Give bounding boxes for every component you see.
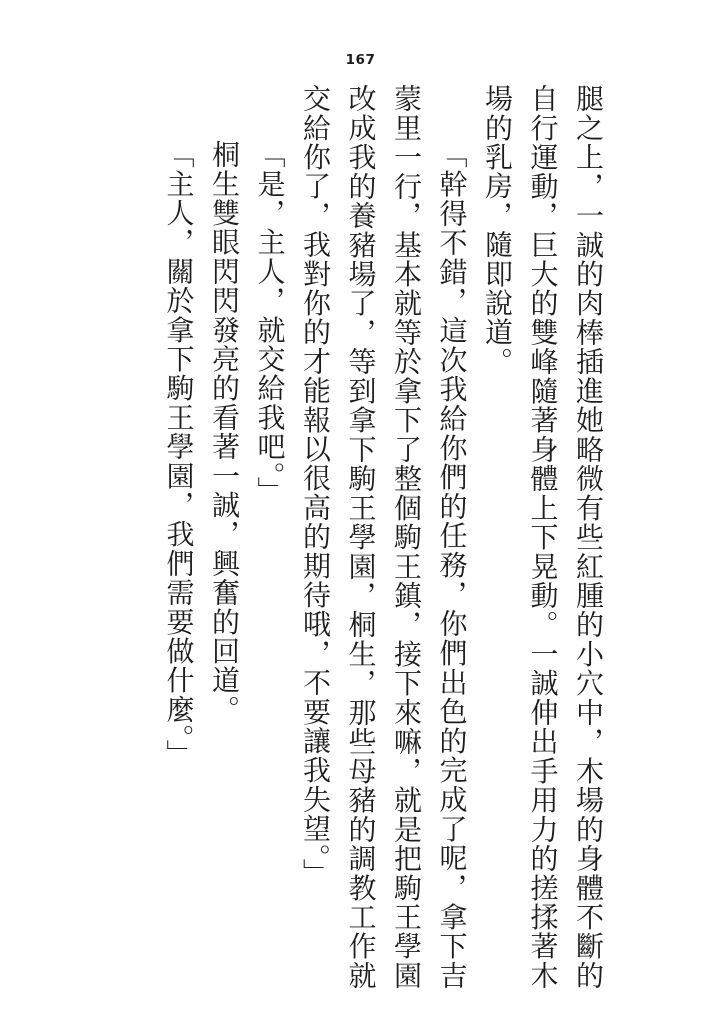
paragraph: 腿之上，一誠的肉棒插進她略微有些紅腫的小穴中，木場的身體不斷的自行運動，巨大的雙峰隨著身體上下晃動。一誠伸出手用力的搓揉著木場的乳房，隨即說道。 [481,84,605,990]
paragraph: 「是，主人，就交給我吧。」 [253,140,287,506]
text-body [156,84,611,990]
paragraph: 「主人，關於拿下駒王學園，我們需要做什麼。」 [162,140,196,769]
page-number: 167 [345,52,376,68]
paragraph: 「幹得不錯，這次我給你們的任務，你們出色的完成了呢，拿下吉蒙里一行，基本就等於拿下了整個駒王鎮，接下來嘛，就是把駒王學園改成我的養豬場了，等到拿下駒王學園，桐生，那些母豬的調教工作就交給你了，我對你的才能報以很高的期待哦，不要讓我失望。」 [299,84,469,990]
paragraph: 桐生雙眼閃閃發亮的看著一誠，興奮的回道。 [208,140,241,724]
